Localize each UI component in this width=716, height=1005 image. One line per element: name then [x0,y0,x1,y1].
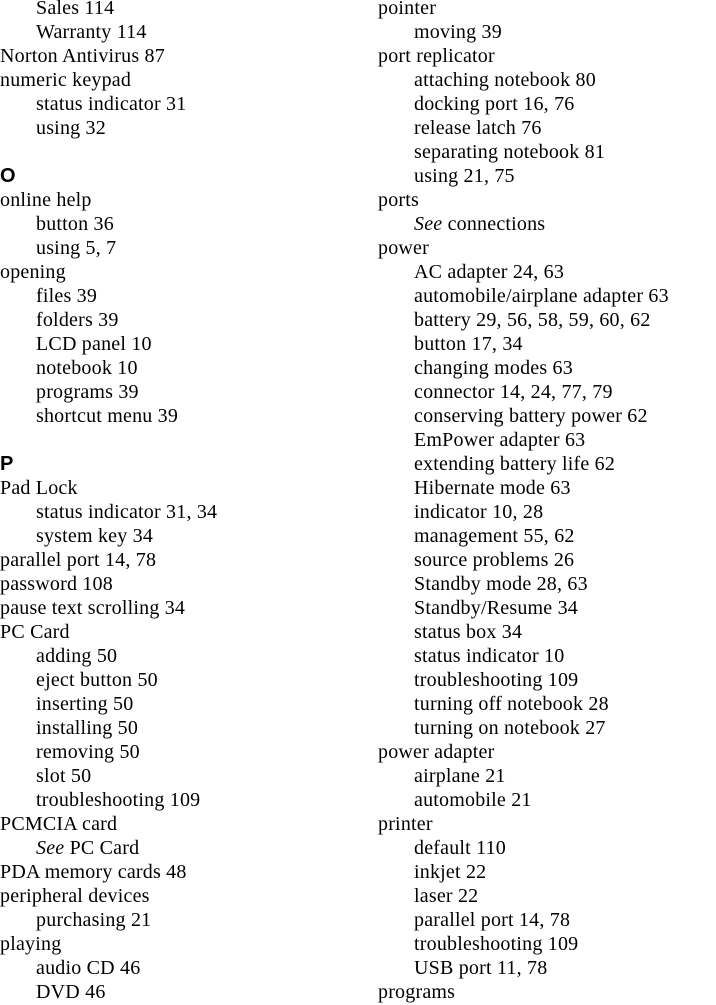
index-term: inserting [36,693,108,715]
index-entry [0,596,360,620]
index-term: printer [378,813,433,835]
see-label: See [36,837,65,859]
index-term: power [378,237,429,259]
index-term: attaching notebook [414,69,571,91]
index-term: playing [0,933,62,955]
index-subentry [378,788,716,812]
index-entry [0,860,360,884]
index-term: status indicator [414,645,539,667]
index-term: USB port [414,957,492,979]
page-numbers: 29, 56, 58, 59, 60, 62 [476,309,651,331]
page-numbers: 63 [564,429,586,451]
index-term: using [414,165,459,187]
index-entry [0,572,360,596]
index-subentry [378,476,716,500]
index-term: inkjet [414,861,461,883]
index-term: notebook [36,357,113,379]
page-numbers: 31 [166,93,187,115]
index-subentry [0,356,360,380]
page-numbers: 24, 63 [512,261,565,283]
index-term: programs [36,381,114,403]
index-term: Norton Antivirus [0,45,140,67]
index-term: button [414,333,467,355]
index-subentry [378,956,716,980]
index-subentry [378,116,716,140]
page-numbers: 109 [547,669,579,691]
index-subentry [378,68,716,92]
index-term: connector [414,381,495,403]
page-numbers: 114 [84,0,115,19]
page-numbers: 39 [98,309,119,331]
page-numbers: 34 [132,525,154,547]
index-term: docking port [414,93,519,115]
index-term: default [414,837,471,859]
page-numbers: 50 [137,669,158,691]
index-term: moving [414,21,477,43]
index-term: purchasing [36,909,126,931]
index-see-reference [0,836,360,860]
index-subentry [378,356,716,380]
page-numbers: 34 [501,621,523,643]
index-term: LCD panel [36,333,127,355]
index-term: slot [36,765,66,787]
index-entry [378,980,716,1004]
page-numbers: 10, 28 [492,501,544,523]
index-subentry [378,764,716,788]
index-subentry [0,308,360,332]
page-numbers: 81 [584,141,606,163]
page-numbers: 108 [82,573,113,595]
index-subentry [0,212,360,236]
index-subentry [378,860,716,884]
index-term: using [36,117,81,139]
page-numbers: 10 [117,357,138,379]
page-numbers: 14, 78 [104,549,157,571]
page-numbers: 10 [131,333,152,355]
page-numbers: 63 [648,285,669,307]
index-term: pointer [378,0,437,19]
page-numbers: 55, 62 [523,525,575,547]
page-numbers: 22 [465,861,487,883]
index-entry [0,620,360,644]
index-subentry [378,380,716,404]
index-term: troubleshooting [414,933,543,955]
page-numbers: 62 [594,453,616,475]
index-term: installing [36,717,113,739]
index-term: system key [36,525,128,547]
index-subentry [0,740,360,764]
page-numbers: 28, 63 [536,573,588,595]
index-subentry [378,620,716,644]
index-entry [0,260,360,284]
index-see-reference [378,212,716,236]
index-subentry [378,572,716,596]
index-entry [378,236,716,260]
page-numbers: 39 [118,381,139,403]
index-term: Standby mode [414,573,532,595]
page-numbers: 34 [557,597,578,619]
index-subentry [0,788,360,812]
index-term: AC adapter [414,261,508,283]
index-entry [0,932,360,956]
index-term: parallel port [414,909,514,931]
index-term: battery [414,309,471,331]
index-subentry [378,308,716,332]
section-letter: O [0,165,16,187]
page-numbers: 26 [553,549,575,571]
index-subentry [0,0,360,20]
index-term: pause text scrolling [0,597,160,619]
index-entry [378,812,716,836]
page-numbers: 36 [93,213,114,235]
index-term: changing modes [414,357,548,379]
index-entry [378,0,716,20]
index-term: folders [36,309,93,331]
index-subentry [378,716,716,740]
index-term: turning on notebook [414,717,581,739]
index-term: automobile [414,789,506,811]
index-term: button [36,213,89,235]
index-subentry [378,548,716,572]
index-term: ports [378,189,419,211]
page-numbers: 39 [481,21,502,43]
page-numbers: 109 [547,933,579,955]
index-subentry [378,164,716,188]
page-numbers: 63 [550,477,571,499]
index-subentry [378,596,716,620]
index-subentry [0,668,360,692]
page-numbers: 114 [116,21,147,43]
index-term: turning off notebook [414,693,584,715]
page-numbers: 32 [85,117,106,139]
section-letter: P [0,453,14,475]
index-term: power adapter [378,741,495,763]
index-term: files [36,285,72,307]
page-numbers: 21 [511,789,532,811]
section-spacer [0,428,360,452]
page-numbers: 16, 76 [523,93,575,115]
index-term: status indicator [36,93,161,115]
index-subentry [0,644,360,668]
index-term: programs [378,981,456,1003]
index-subentry [378,500,716,524]
index-subentry [378,644,716,668]
index-term: DVD [36,981,80,1003]
index-term: release latch [414,117,516,139]
index-term: numeric keypad [0,69,132,91]
page-numbers: 14, 78 [518,909,571,931]
index-subentry [0,692,360,716]
index-term: password [0,573,78,595]
index-term: audio CD [36,957,115,979]
index-subentry [0,20,360,44]
index-term: port replicator [378,45,495,67]
index-subentry [378,884,716,908]
page-numbers: 14, 24, 77, 79 [499,381,613,403]
page-numbers: 34 [164,597,186,619]
page-numbers: 21, 75 [463,165,515,187]
page-numbers: 48 [166,861,187,883]
index-column-right [378,0,716,1004]
index-term: removing [36,741,115,763]
index-subentry [0,524,360,548]
index-entry [0,476,360,500]
index-entry [0,884,360,908]
index-subentry [0,92,360,116]
index-term: PDA memory cards [0,861,161,883]
section-spacer [0,140,360,164]
page-numbers: 39 [157,405,179,427]
index-entry [0,68,360,92]
page-numbers: 31, 34 [166,501,218,523]
page-numbers: 27 [585,717,606,739]
page-numbers: 50 [70,765,92,787]
page-numbers: 62 [627,405,648,427]
index-entry [0,188,360,212]
index-term: separating notebook [414,141,580,163]
page-numbers: 87 [144,45,165,67]
index-term: status box [414,621,497,643]
page-numbers: 80 [575,69,596,91]
index-subentry [0,380,360,404]
index-subentry [0,116,360,140]
index-subentry [0,956,360,980]
index-subentry [0,404,360,428]
page-numbers: 21 [130,909,152,931]
page-numbers: 5, 7 [85,237,117,259]
index-term: extending battery life [414,453,590,475]
index-entry [378,188,716,212]
index-term: Standby/Resume [414,597,553,619]
index-subentry [378,908,716,932]
see-target: PC Card [69,837,140,859]
page-numbers: 50 [117,717,139,739]
index-term: using [36,237,81,259]
index-term: Hibernate mode [414,477,546,499]
index-subentry [0,908,360,932]
page-numbers: 21 [485,765,506,787]
page-numbers: 63 [552,357,573,379]
index-entry [0,812,360,836]
index-subentry [378,932,716,956]
page-numbers: 50 [113,693,134,715]
index-subentry [378,428,716,452]
index-term: source problems [414,549,549,571]
index-subentry [0,332,360,356]
index-term: troubleshooting [36,789,165,811]
page-numbers: 109 [169,789,201,811]
index-subentry [378,20,716,44]
index-subentry [378,404,716,428]
index-term: troubleshooting [414,669,543,691]
index-subentry [378,452,716,476]
index-term: indicator [414,501,487,523]
index-subentry [378,524,716,548]
index-term: online help [0,189,92,211]
page-numbers: 50 [96,645,118,667]
index-term: Warranty [36,21,112,43]
index-subentry [378,140,716,164]
index-term: peripheral devices [0,885,150,907]
page-numbers: 46 [120,957,141,979]
index-term: parallel port [0,549,100,571]
page-numbers: 11, 78 [496,957,548,979]
index-term: management [414,525,519,547]
index-entry [0,548,360,572]
page-numbers: 10 [544,645,565,667]
index-entry [378,740,716,764]
index-term: conserving battery power [414,405,623,427]
page-numbers: 76 [521,117,542,139]
index-subentry [378,92,716,116]
index-term: EmPower adapter [414,429,560,451]
index-subentry [378,260,716,284]
page-numbers: 17, 34 [471,333,523,355]
index-term: PC Card [0,621,70,643]
index-subentry [378,284,716,308]
page-numbers: 22 [457,885,479,907]
see-target: connections [447,213,546,235]
index-term: eject button [36,669,133,691]
index-term: opening [0,261,66,283]
page-numbers: 110 [476,837,506,859]
index-term: adding [36,645,92,667]
index-entry [0,44,360,68]
index-term: status indicator [36,501,161,523]
index-subentry [0,284,360,308]
index-subentry [0,716,360,740]
index-subentry [0,500,360,524]
page-numbers: 39 [76,285,98,307]
index-subentry [0,980,360,1004]
page-numbers: 28 [588,693,609,715]
index-subentry [0,764,360,788]
index-term: automobile/airplane adapter [414,285,644,307]
index-subentry [0,236,360,260]
index-term: laser [414,885,453,907]
index-subentry [378,332,716,356]
page-numbers: 46 [85,981,106,1003]
page-numbers: 50 [119,741,140,763]
see-label: See [414,213,443,235]
index-subentry [378,692,716,716]
index-subentry [378,836,716,860]
index-term: airplane [414,765,481,787]
index-term: PCMCIA card [0,813,118,835]
index-term: Sales [36,0,80,19]
index-term: shortcut menu [36,405,153,427]
index-term: Pad Lock [0,477,78,499]
index-subentry [378,668,716,692]
index-entry [378,44,716,68]
